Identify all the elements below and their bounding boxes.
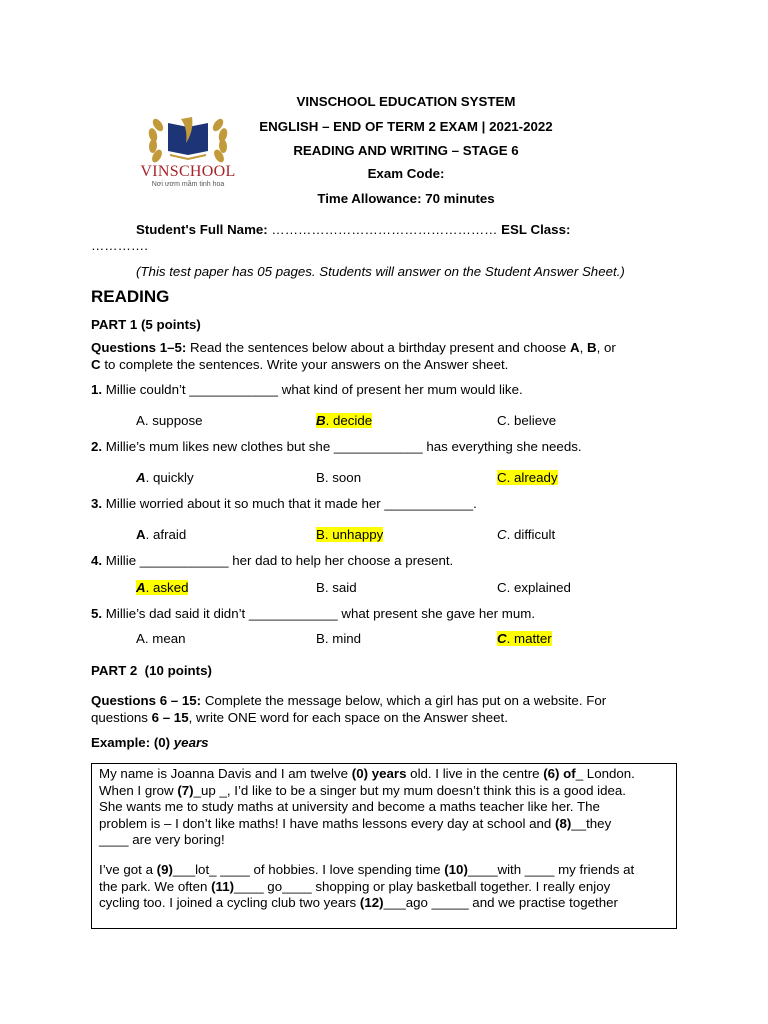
passage-text: ___ago _____ and we practise together [383,895,618,911]
option-text: . asked [145,580,189,595]
q2-option-b: B. soon [316,470,362,485]
q3-option-b [316,527,383,542]
passage-number: (7) [177,782,194,798]
passage-text: __they [571,815,612,831]
question-text: Millie couldn’t ____________ what kind of present her mum would like. [105,382,523,397]
passage-number: (9) [156,862,173,877]
q2-option-a [136,470,194,485]
passage-paragraph-2 [99,862,667,912]
exam-title: ENGLISH – END OF TERM 2 EXAM | 2021-2022 [259,119,553,134]
passage-text: She wants me to study maths at university and become a maths teacher like her. The [99,799,600,815]
q2-option-c [497,470,558,485]
option-letter: C [497,527,507,542]
passage-text: ____with ____ my friends at [467,862,635,877]
q4-option-a [136,580,188,595]
passage-number: (0) years [351,766,407,781]
option-text: . difficult [506,527,556,542]
letter-b: B [587,340,597,355]
student-name-label: Student's Full Name: [136,222,268,237]
part1-instructions [91,340,671,373]
question-4 [91,553,453,568]
passage-text: ____ go____ shopping or play basketball together. I really enjoy [234,878,611,894]
question-text: Millie worried about it so much that it made her ____________. [105,496,477,511]
passage-text: My name is Joanna Davis and I am twelve [99,766,352,781]
passage-text: ____ are very boring! [99,832,225,848]
passage-text: _ London. [575,766,635,781]
example-label: Example: (0) [91,735,171,750]
esl-class-label: ESL Class: [501,222,571,237]
q5-option-a: A. mean [136,631,186,646]
passage-paragraph-1 [99,766,667,849]
q5-option-b: B. mind [316,631,362,646]
example-word: years [173,735,209,750]
passage-text: When I grow [99,782,178,798]
esl-class-field: …………. [91,238,148,253]
passage-text: _up _, I’d like to be a singer but my mum doesn’t think this is a good idea. [193,782,626,798]
passage-number: (8) [555,815,572,831]
paper-title: READING AND WRITING – STAGE 6 [293,143,519,158]
question-number: 2. [91,439,103,454]
logo-name: VINSCHOOL [140,163,236,180]
passage-text: old. I live in the centre [410,766,544,781]
passage-number: (11) [211,878,235,894]
part2-question-label: Questions 6 – 15: [91,693,202,708]
passage-number: (6) of [543,766,576,781]
part2-instr: Complete the message below, which a girl has put on a website. For [204,693,607,708]
question-1 [91,382,523,397]
option-letter: A [136,470,146,485]
option-letter: A [136,527,146,542]
passage-box [91,763,677,929]
q4-option-b: B. said [316,580,357,595]
question-number: 5. [91,606,103,621]
example-line [91,735,209,750]
question-number: 4. [91,553,103,568]
passage-number: (10) [444,862,468,877]
passage-text: I’ve got a [99,862,157,877]
part2-instr2a: questions [91,709,148,725]
option-text: C. already [497,470,558,485]
part2-title: PART 2 (10 points) [91,663,212,678]
comma: , [579,340,588,355]
passage-number: (12) [359,895,384,911]
q3-option-a [136,527,186,542]
section-heading: READING [91,287,170,306]
question-5 [91,606,535,621]
q5-option-c [497,631,552,646]
question-number: 3. [91,496,103,511]
question-3 [91,496,477,511]
passage-text: ___lot_ ____ of hobbies. I love spending time [172,862,445,877]
option-text: . quickly [145,470,194,485]
part1-instr2: to complete the sentences. Write your answers on the Answer sheet. [104,356,509,372]
part2-instr2c: , write ONE word for each space on the Answer sheet. [188,709,508,725]
option-text: . decide [325,413,373,428]
q4-option-c: C. explained [497,580,571,595]
test-note: (This test paper has 05 pages. Students will answer on the Student Answer Sheet.) [136,264,625,279]
passage-text: cycling too. I joined a cycling club two years [99,895,360,911]
passage-text: problem is – I don’t like maths! I have maths lessons every day at school and [99,815,556,831]
option-letter: B [316,413,326,428]
letter-a: A [570,340,580,355]
q1-option-b [316,413,372,428]
exam-code: Exam Code: [367,166,445,181]
q1-option-a: A. suppose [136,413,203,428]
option-text: . matter [506,631,552,646]
question-text: Millie’s dad said it didn’t ____________ what present she gave her mum. [105,606,536,621]
option-letter: A [136,580,146,595]
logo-tagline: Nơi ươm mầm tinh hoa [151,181,225,188]
or-text: , or [596,340,616,355]
option-text: B. unhappy [316,527,384,542]
time-allowance: Time Allowance: 70 minutes [317,191,495,206]
part1-question-label: Questions 1–5: [91,340,187,355]
part1-instr: Read the sentences below about a birthday present and choose [190,340,567,355]
part1-title: PART 1 (5 points) [91,317,201,332]
student-line [136,222,570,237]
option-letter: C [497,631,507,646]
question-text: Millie ____________ her dad to help her choose a present. [105,553,454,568]
school-title: VINSCHOOL EDUCATION SYSTEM [296,94,516,109]
q3-option-c [497,527,555,542]
question-text: Millie’s mum likes new clothes but she ____________ has everything she needs. [105,439,582,454]
q1-option-c: C. believe [497,413,557,428]
option-text: . afraid [145,527,187,542]
question-number: 1. [91,382,103,397]
letter-c: C [91,356,101,372]
passage-text: the park. We often [99,878,212,894]
part2-instructions [91,693,671,726]
question-2 [91,439,582,454]
part2-range: 6 – 15 [151,709,189,725]
student-name-field: …………………………………………… [271,222,498,237]
